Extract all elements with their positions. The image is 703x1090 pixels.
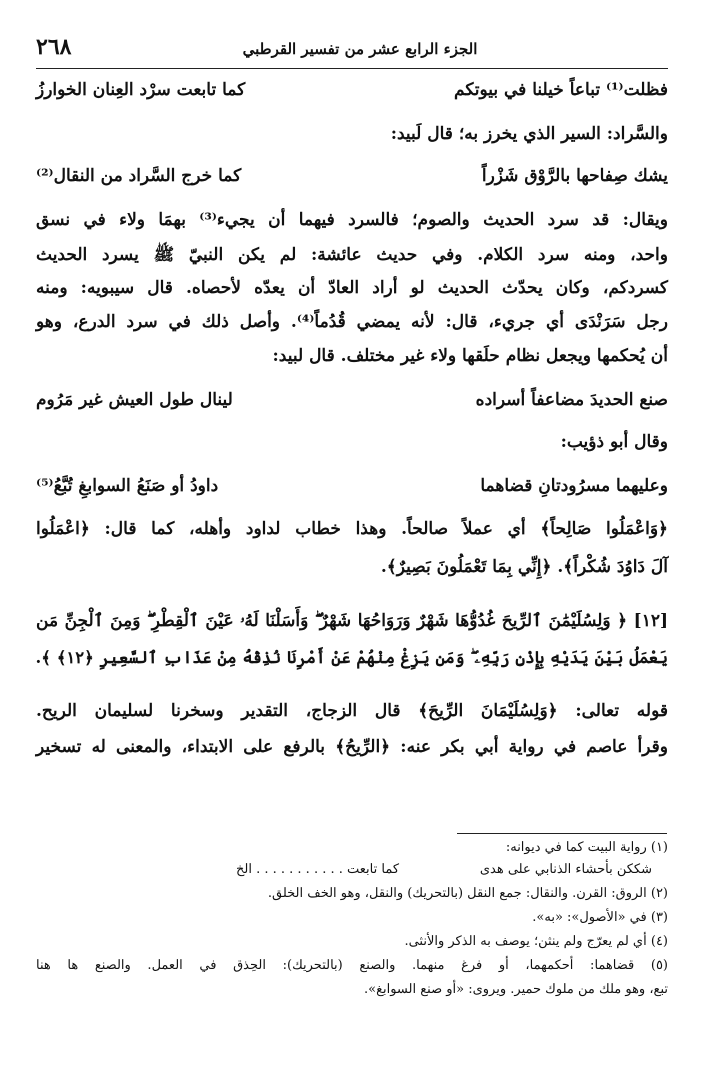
verse-1-hemistich-1: فظلت⁽¹⁾ تباعاً خيلنا في بيوتكم	[454, 80, 668, 100]
footnote-5: (٥) قضاهما: أحكمهما، أو فرغ منهما. والصنع (بالتحريك): الحِذق في العمل. والصنع ها هنا	[36, 958, 668, 973]
quran-verse-line-2: يَعْمَلُ بَيْنَ يَدَيْهِ بِإِذْنِ رَبِّهِۦ ۖ وَمَن يَزِغْ مِنْهُمْ عَنْ أَمْرِنَا نُذِقْهُ مِنْ عَذَابِ ٱلسَّعِيرِ ﴿١٢﴾ ﴾.	[35, 648, 668, 667]
quran-verse-line-1: [١٢] ﴿ وَلِسُلَيْمَٰنَ ٱلرِّيحَ غُدُوُّهَا شَهْرٌ وَرَوَاحُهَا شَهْرٌ ۖ وَأَسَلْنَا لَهُۥ عَيْنَ ٱلْقِطْرِ ۖ وَمِنَ ٱلْجِنِّ مَن	[36, 611, 668, 631]
footnote-verse-hemistich-1: شككن بأحشاء الذنابي على هدى	[479, 862, 652, 877]
footnote-3: (٣) في «الأصول»: «به».	[532, 910, 668, 925]
text-line-2: والسَّراد: السير الذي يخرز به؛ قال لَبيد:	[390, 124, 668, 144]
verse-4-hemistich-1: وعليهما مسرُودتانِ قضاهما	[480, 476, 668, 496]
verse-2-hemistich-1: يشك صِفاحها بالرَّوْق شَزْراً	[481, 166, 668, 186]
footnote-verse-hemistich-2: كما تابعت . . . . . . . . . . . الخ	[236, 862, 400, 877]
text-line-7: رجل سَرَنْدَى أي جريء، قال: لأنه يمضي قُدُماً⁽⁴⁾. وأصل ذلك في سرد الدرع، وهو	[36, 312, 668, 332]
page-number: ٢٦٨	[36, 34, 72, 60]
verse-3-hemistich-2: لينال طول العيش غير مَرُوم	[36, 390, 233, 410]
text-line-14: قوله تعالى: ﴿وَلِسُلَيْمَانَ الرِّيحَ﴾ قال الزجاج، التقدير وسخرنا لسليمان الريح.	[36, 701, 668, 721]
text-line-12: ﴿وَاعْمَلُوا صَالِحاً﴾ أي عملاً صالحاً. وهذا خطاب لداود وأهله، كما قال: ﴿اعْمَلُوا	[36, 519, 668, 539]
footnote-rule	[457, 833, 667, 834]
text-line-5: واحد، ومنه سرد الكلام. وفي حديث عائشة: لم يكن النبيّ ﷺ يسرد الحديث	[36, 245, 668, 265]
footnote-1: (١) رواية البيت كما في ديوانه:	[505, 840, 668, 855]
verse-1-hemistich-2: كما تابعت سرْد العِنان الخوارزُ	[36, 80, 246, 100]
footnote-2: (٢) الروق: القرن. والنقال: جمع النقل (بالتحريك) والنقل، وهو الخف الخلق.	[267, 886, 668, 901]
header-rule	[36, 68, 668, 69]
text-line-6: كسردكم، وكان يحدّث الحديث لو أراد العادّ أن يعدّه لأحصاه. قال سيبويه: ومنه	[36, 278, 668, 298]
footnote-4: (٤) أي لم يعرّج ولم ينثن؛ يوصف به الذكر والأنثى.	[404, 934, 668, 949]
footnote-5-continued: تبع، وهو ملك من ملوك حمير. ويروى: «أو صنع السوابغ».	[363, 982, 668, 997]
running-title: الجزء الرابع عشر من تفسير القرطبي	[242, 40, 478, 58]
text-line-10: وقال أبو ذؤيب:	[560, 432, 668, 452]
verse-4-hemistich-2: داودُ أو صَنَعُ السوابغِ تُبَّعُ⁽⁵⁾	[36, 476, 219, 496]
verse-3-hemistich-1: صنع الحديدَ مضاعفاً أسراده	[475, 390, 668, 410]
text-line-13: آلَ دَاوُدَ شُكْراً﴾. ﴿إِنِّي بِمَا تَعْمَلُونَ بَصِيرٌ﴾.	[380, 557, 668, 577]
text-line-8: أن يُحكمها ويجعل نظام حلَقها ولاء غير مختلف. قال لبيد:	[272, 346, 668, 366]
text-line-15: وقرأ عاصم في رواية أبي بكر عنه: ﴿الرِّيحُ﴾ بالرفع على الابتداء، والمعنى له تسخير	[36, 737, 668, 757]
verse-2-hemistich-2: كما خرج السَّراد من النقال⁽²⁾	[36, 166, 242, 186]
text-line-4: ويقال: قد سرد الحديث والصوم؛ فالسرد فيهما أن يجيء⁽³⁾ بهمَا ولاء في نسق	[36, 210, 668, 230]
